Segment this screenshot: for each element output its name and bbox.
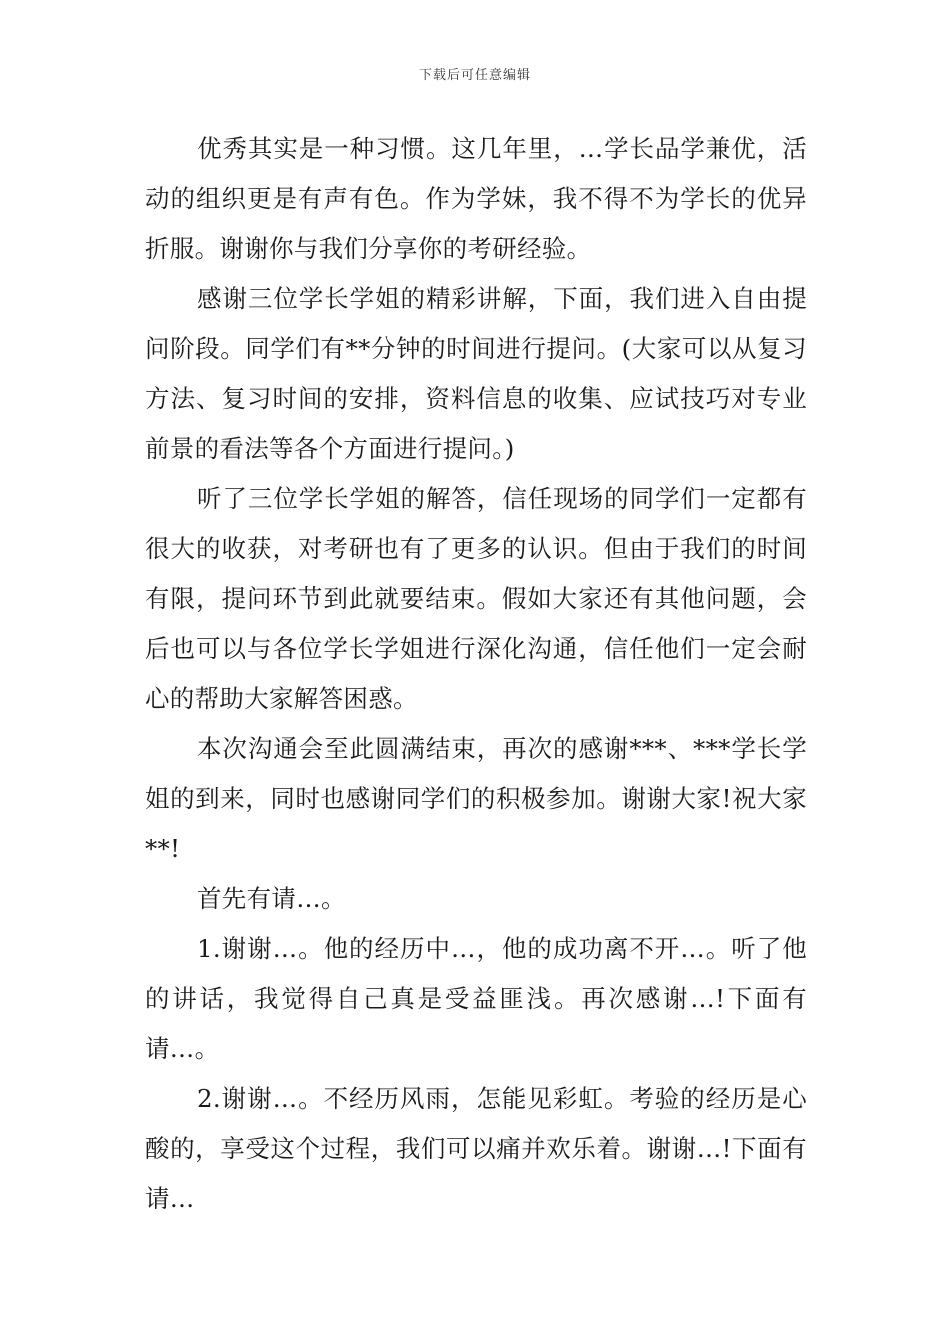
paragraph-3: 听了三位学长学姐的解答，信任现场的同学们一定都有很大的收获，对考研也有了更多的认识。但由于我们的时间有限，提问环节到此就要结束。假如大家还有其他问题，会后也可以与各位学长学姐进行深化沟通，信任他们一定会耐心的帮助大家解答困惑。 (145, 484, 807, 713)
page-header: 下载后可任意编辑 (418, 68, 531, 83)
paragraph-5: 首先有请…。 (197, 884, 346, 913)
paragraph-7: 2.谢谢…。不经历风雨，怎能见彩虹。考验的经历是心酸的，享受这个过程，我们可以痛并欢乐着。谢谢…!下面有请… (145, 1084, 807, 1213)
paragraph-4: 本次沟通会至此圆满结束，再次的感谢***、***学长学姐的到来，同时也感谢同学们的积极参加。谢谢大家!祝大家**! (145, 734, 807, 863)
paragraph-1: 优秀其实是一种习惯。这几年里，…学长品学兼优，活动的组织更是有声有色。作为学妹，我不得不为学长的优异折服。谢谢你与我们分享你的考研经验。 (145, 134, 807, 263)
document-body (145, 124, 807, 1224)
paragraph-2: 感谢三位学长学姐的精彩讲解，下面，我们进入自由提问阶段。同学们有**分钟的时间进行提问。(大家可以从复习方法、复习时间的安排，资料信息的收集、应试技巧对专业前景的看法等各个方面进行提问。) (145, 284, 807, 463)
paragraph-6: 1.谢谢…。他的经历中…，他的成功离不开…。听了他的讲话，我觉得自己真是受益匪浅。再次感谢…!下面有请…。 (145, 934, 807, 1063)
